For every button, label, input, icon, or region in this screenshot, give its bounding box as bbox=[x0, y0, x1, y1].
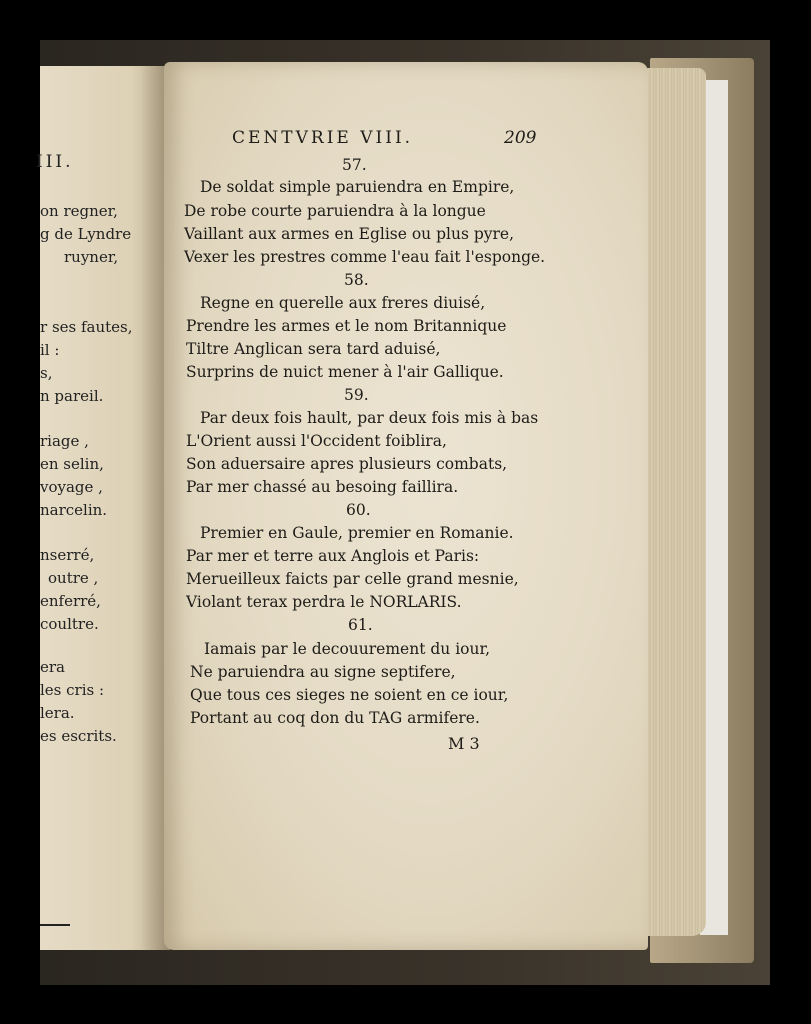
left-line: il : bbox=[40, 341, 60, 359]
verse-line: Par deux fois hault, par deux fois mis à bas bbox=[200, 409, 539, 427]
left-line: on regner, bbox=[40, 202, 118, 220]
left-line: en selin, bbox=[40, 455, 104, 473]
left-line: coultre. bbox=[40, 615, 99, 633]
left-line: narcelin. bbox=[40, 501, 108, 519]
left-line: lera. bbox=[40, 704, 75, 722]
left-page-rule bbox=[40, 924, 70, 926]
left-header: III. bbox=[36, 152, 74, 172]
verse-line: Prendre les armes et le nom Britannique bbox=[186, 317, 507, 335]
quatrain-number: 59. bbox=[344, 386, 369, 404]
left-line: ruyner, bbox=[64, 248, 119, 266]
left-line: r ses fautes, bbox=[40, 318, 133, 336]
verse-line: Par mer et terre aux Anglois et Paris: bbox=[186, 547, 480, 565]
left-line: voyage , bbox=[40, 478, 103, 496]
left-line: s, bbox=[40, 364, 53, 382]
verse-line: Merueilleux faicts par celle grand mesnie, bbox=[186, 570, 519, 588]
verse-line: L'Orient aussi l'Occident foiblira, bbox=[186, 432, 447, 450]
verse-line: Tiltre Anglican sera tard aduisé, bbox=[186, 340, 441, 358]
verse-line: Vaillant aux armes en Eglise ou plus pyre, bbox=[184, 225, 515, 243]
verse-line: Violant terax perdra le NORLARIS. bbox=[186, 593, 462, 611]
left-line: era bbox=[40, 658, 65, 676]
verse-line: Par mer chassé au besoing faillira. bbox=[186, 478, 459, 496]
verse-line: Surprins de nuict mener à l'air Gallique. bbox=[186, 363, 504, 381]
verse-line: De robe courte paruiendra à la longue bbox=[184, 202, 486, 220]
page-number: 209 bbox=[504, 128, 537, 148]
left-line: g de Lyndre bbox=[40, 225, 132, 243]
left-line: outre , bbox=[48, 569, 99, 587]
right-page-text bbox=[164, 62, 648, 950]
verse-line: Ne paruiendra au signe septifere, bbox=[190, 663, 456, 681]
verse-line: Vexer les prestres comme l'eau fait l'esponge. bbox=[184, 248, 546, 266]
left-line: riage , bbox=[40, 432, 89, 450]
verse-line: Iamais par le decouurement du iour, bbox=[204, 640, 491, 658]
quatrain-number: 58. bbox=[344, 271, 369, 289]
verse-line: Regne en querelle aux freres diuisé, bbox=[200, 294, 486, 312]
left-line: n pareil. bbox=[40, 387, 104, 405]
verse-line: Que tous ces sieges ne soient en ce iour, bbox=[190, 686, 509, 704]
quatrain-number: 57. bbox=[342, 156, 367, 174]
verse-line: Portant au coq don du TAG armifere. bbox=[190, 709, 480, 727]
signature-mark: M 3 bbox=[448, 734, 480, 753]
left-line: nserré, bbox=[40, 546, 95, 564]
left-line: les cris : bbox=[40, 681, 105, 699]
left-line: es escrits. bbox=[40, 727, 117, 745]
verse-line: Son aduersaire apres plusieurs combats, bbox=[186, 455, 508, 473]
quatrain-number: 60. bbox=[346, 501, 371, 519]
verse-line: De soldat simple paruiendra en Empire, bbox=[200, 178, 515, 196]
left-line: enferré, bbox=[40, 592, 101, 610]
running-header: CENTVRIE VIII. bbox=[232, 128, 414, 148]
verse-line: Premier en Gaule, premier en Romanie. bbox=[200, 524, 514, 542]
quatrain-number: 61. bbox=[348, 616, 373, 634]
